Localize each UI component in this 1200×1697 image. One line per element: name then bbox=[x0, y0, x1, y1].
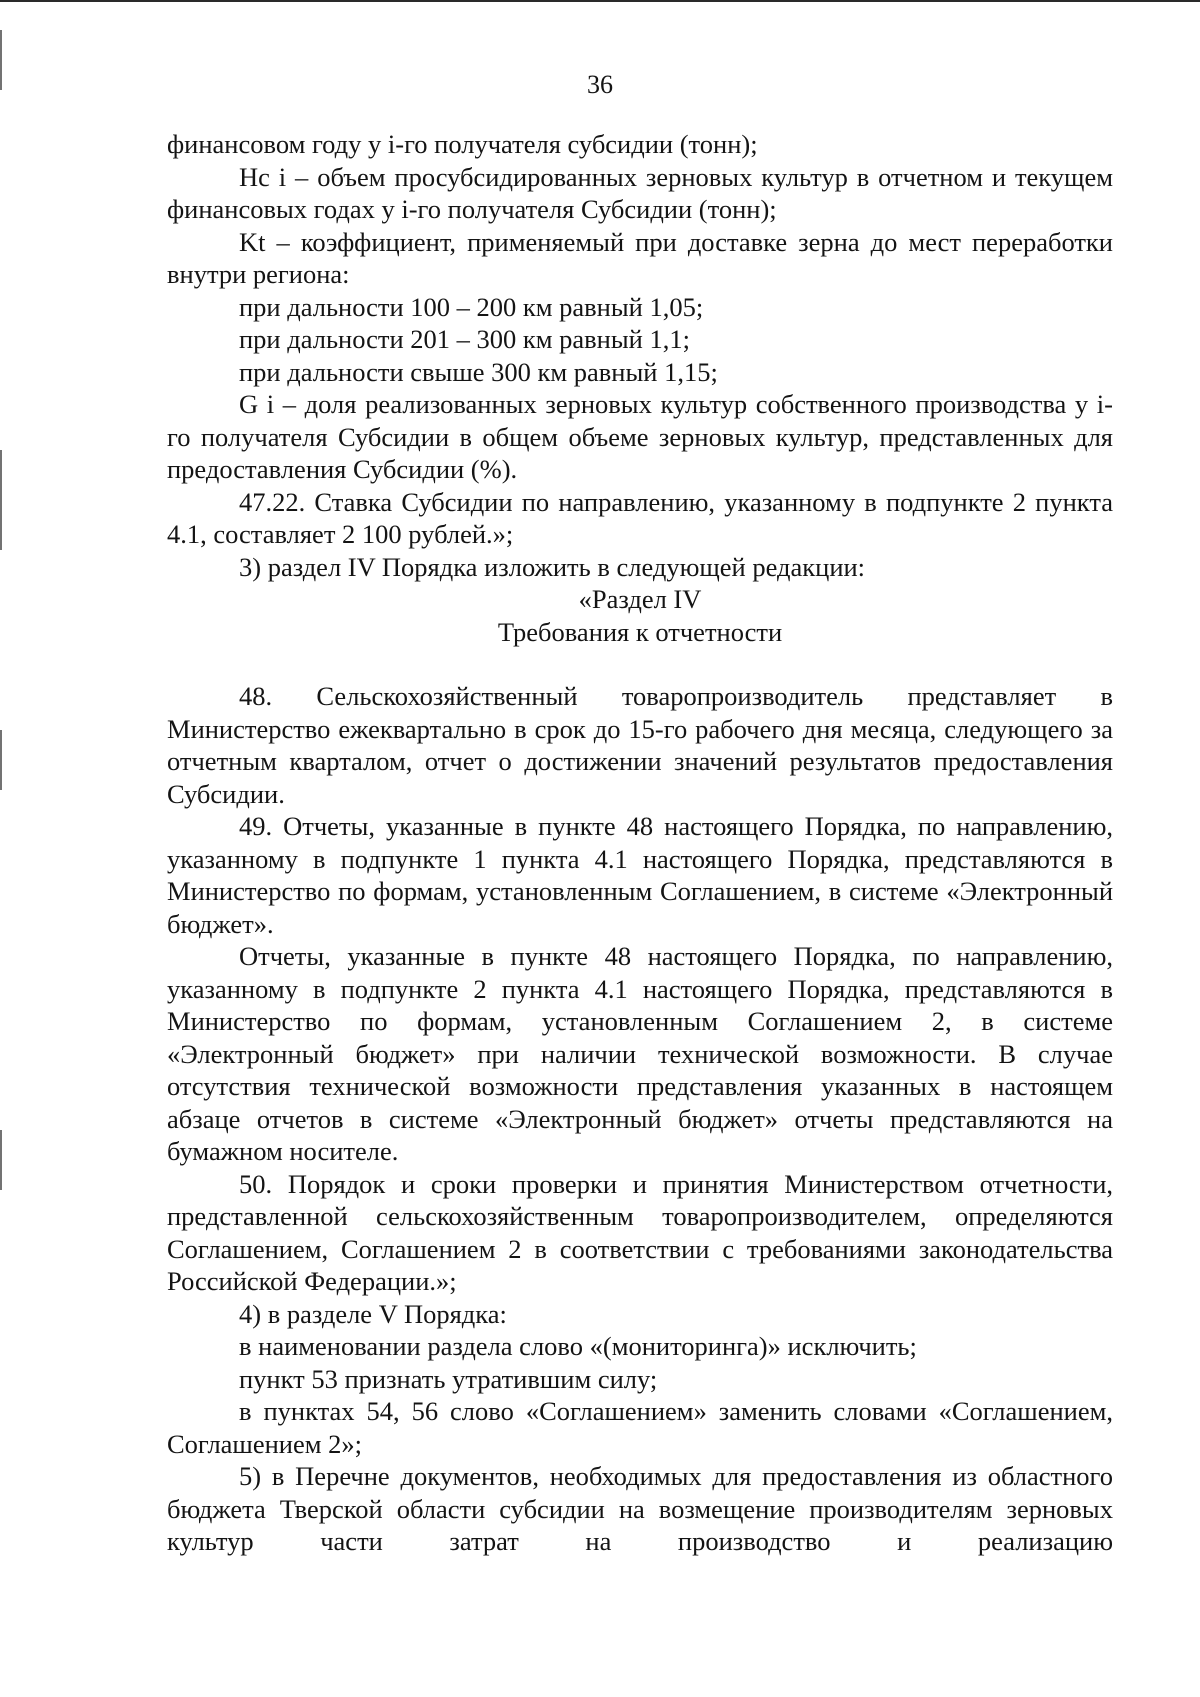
paragraph-item-5: 5) в Перечне документов, необходимых для предоставления из областного бюджета Тверской области субсидии на возмещение производителям зерновых культур части затрат на производство и реализацию bbox=[167, 1461, 1113, 1556]
document-body bbox=[167, 128, 1113, 1558]
paragraph-distance-1: при дальности 100 – 200 км равный 1,05; bbox=[239, 291, 704, 322]
paragraph-48: 48. Сельскохозяйственный товаропроизводитель представляет в Министерство ежеквартально в срок до 15-го рабочего дня месяца, следующего за отчетным кварталом, отчет о достижении значений результатов предоставления Субсидии. bbox=[167, 681, 1113, 809]
scan-edge-left bbox=[0, 30, 2, 1330]
paragraph-49: 49. Отчеты, указанные в пункте 48 настоящего Порядка, по направлению, указанному в подпункте 1 пункта 4.1 настоящего Порядка, представляются в Министерство по формам, установленным Соглашением, в системе «Электронный бюджет». bbox=[167, 811, 1113, 939]
paragraph-47-22: 47.22. Ставка Субсидии по направлению, указанному в подпункте 2 пункта 4.1, составляет 2 100 рублей.»; bbox=[167, 486, 1113, 549]
section-heading: «Раздел IV bbox=[578, 584, 702, 614]
paragraph-definition-kt: Kt – коэффициент, применяемый при доставке зерна до мест переработки внутри региона: bbox=[167, 226, 1113, 289]
paragraph-item-3: 3) раздел IV Порядка изложить в следующей редакции: bbox=[239, 551, 866, 582]
page-number: 36 bbox=[587, 70, 613, 99]
paragraph-continuation: финансовом году у i-го получателя субсидии (тонн); bbox=[167, 129, 758, 159]
paragraph-definition-g: G i – доля реализованных зерновых культур собственного производства у i-го получателя Субсидии в общем объеме зерновых культур, представленных для предоставления Субсидии (%). bbox=[167, 389, 1113, 484]
paragraph-49-reports: Отчеты, указанные в пункте 48 настоящего Порядка, по направлению, указанному в подпункте 2 пункта 4.1 настоящего Порядка, представляются в Министерство по формам, установленным Соглашением 2, в системе «Электронный бюджет» при наличии технической возможности. В случае отсутствия технической возможности представления указанных в настоящем абзаце отчетов в системе «Электронный бюджет» отчеты представляются на бумажном носителе. bbox=[167, 941, 1113, 1166]
paragraph-distance-2: при дальности 201 – 300 км равный 1,1; bbox=[239, 324, 690, 354]
paragraph-points-54-56: в пунктах 54, 56 слово «Соглашением» заменить словами «Соглашением, Соглашением 2»; bbox=[167, 1396, 1113, 1459]
paragraph-item-4: 4) в разделе V Порядка: bbox=[239, 1298, 507, 1329]
scan-edge-top bbox=[0, 0, 1200, 2]
paragraph-section-name: в наименовании раздела слово «(мониторинга)» исключить; bbox=[239, 1331, 917, 1361]
paragraph-distance-3: при дальности свыше 300 км равный 1,15; bbox=[239, 356, 718, 387]
paragraph-definition-ns: Нс i – объем просубсидированных зерновых культур в отчетном и текущем финансовых годах у i-го получателя Субсидии (тонн); bbox=[167, 161, 1113, 224]
paragraph-50: 50. Порядок и сроки проверки и принятия Министерством отчетности, представленной сельскохозяйственным товаропроизводителем, определяются Соглашением, Соглашением 2 в соответствии с требованиями законодательства Российской Федерации.»; bbox=[167, 1168, 1113, 1296]
paragraph-point-53: пункт 53 признать утратившим силу; bbox=[239, 1363, 658, 1394]
blank-line bbox=[167, 648, 1113, 680]
section-title: Требования к отчетности bbox=[497, 616, 783, 647]
